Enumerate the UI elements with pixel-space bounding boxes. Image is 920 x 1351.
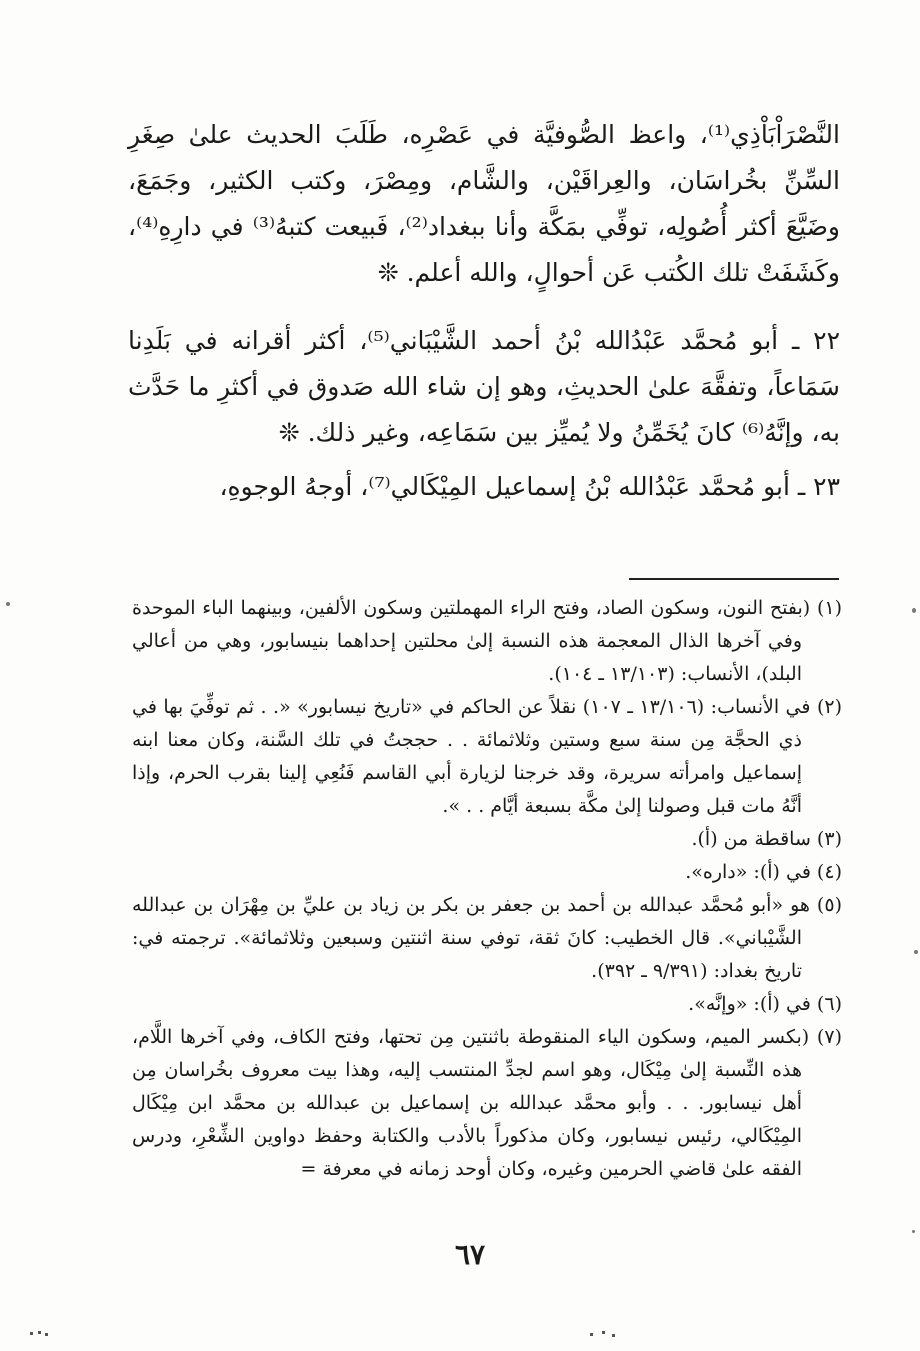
- page-number: ٦٧: [454, 1238, 486, 1271]
- scan-speck: [6, 602, 10, 606]
- scan-speck: [914, 950, 918, 954]
- paragraph-entry-21-end: النَّصْرَاْبَاْذِي⁽¹⁾، واعظ الصُّوفيَّة في عَصْرِه، طَلَبَ الحديث علىٰ صِغَرِ السِّنِّ بخُراسَان، والعِراقَيْن، والشَّام، ومِصْرَ، وكتب الكثير، وجَمَعَ، وضَيَّعَ أكثر أُصُولِه، توفِّي بمَكَّة وأنا ببغداد⁽²⁾، فَبيعت كتبهُ⁽³⁾ في دارِهِ⁽⁴⁾، وكَشَفَتْ تلك الكُتب عَن أحوالٍ، والله أعلم. ❊: [128, 120, 840, 287]
- scan-speck: [912, 1230, 915, 1233]
- footnote-6: (٦) في (أ): «وإنَّه».: [688, 993, 842, 1015]
- footnote-5: (٥) هو «أبو مُحمَّد عبدالله بن أحمد بن جعفر بن بكر بن زياد بن عليِّ بن مِهْرَان بن عبدالله الشَّيْباني». قال الخطيب: كانَ ثقة، توفي سنة اثنتين وسبعين وثلاثمائة». ترجمته في: تاريخ بغداد: (٩/٣٩١ ـ ٣٩٢).: [132, 894, 842, 982]
- paragraph-entry-22: ٢٢ ـ أبو مُحمَّد عَبْدُالله بْنُ أحمد الشَّيْبَاني⁽⁵⁾، أكثر أقرانه في بَلَدِنا سَمَاعاً، وتفقَّهَ علىٰ الحديثِ، وهو إن شاء الله صَدوق في أكثرِ ما حَدَّث به، وإنَّهُ⁽⁶⁾ كانَ يُخَمِّنُ ولا يُميِّز بين سَمَاعِه، وغير ذلك. ❊: [128, 326, 841, 447]
- paragraph-entry-23-start: ٢٣ ـ أبو مُحمَّد عَبْدُالله بْنُ إسماعيل المِيْكَالي⁽⁷⁾، أوجهُ الوجوهِ،: [219, 472, 840, 501]
- footnote-7: (٧) (بكسر الميم، وسكون الياء المنقوطة باثنتين مِن تحتها، وفتح الكاف، وفي آخرها اللَّام، هذه النِّسبة إلىٰ مِيْكَال، وهو اسم لجدِّ المنتسب إليه، وهذا بيت معروف بخُراسان مِن أهل نيسابور. . . وأبو محمَّد عبدالله بن إسماعيل بن عبدالله بن محمَّد ابن مِيْكَال المِيْكَالي، رئيس نيسابور، وكان مذكوراً بالأدب والكتابة وحفظ دواوين الشِّعْرِ، ودرس الفقه علىٰ قاضي الحرمين وغيره، وكان أوحد زمانه في معرفة =: [132, 1026, 842, 1180]
- main-text: [128, 112, 840, 510]
- footnote-3: (٣) ساقطة من (أ).: [691, 828, 842, 850]
- scan-speck: [612, 1334, 615, 1337]
- scan-speck: [38, 1331, 41, 1334]
- footnote-4: (٤) في (أ): «داره».: [685, 861, 842, 883]
- scan-speck: [45, 1333, 48, 1336]
- scan-speck: [30, 1332, 33, 1335]
- footnote-separator: [629, 578, 839, 580]
- scan-speck: [590, 1333, 593, 1336]
- scan-speck: [602, 1331, 605, 1334]
- footnote-2: (٢) في الأنساب: (١٣/١٠٦ ـ ١٠٧) نقلاً عن الحاكم في «تاريخ نيسابور» «. . ثم توفِّيَ بها في ذي الحجَّة مِن سنة سبع وستين وثلاثمائة . . حججتُ في تلك السَّنة، وكان معنا ابنه إسماعيل وامرأته سريرة، وقد خرجنا لزيارة أبي القاسم فَنُعِي إلينا بقرب الحرم، وإذا أنَّهُ مات قبل وصولنا إلىٰ مكَّة بسبعة أيَّام . . ».: [132, 696, 842, 817]
- footnotes: [132, 592, 842, 1186]
- scan-speck: [912, 608, 916, 613]
- footnote-1: (١) (بفتح النون، وسكون الصاد، وفتح الراء المهملتين وسكون الألفين، وبينهما الباء الموحدة وفي آخرها الذال المعجمة هذه النسبة إلىٰ محلتين إحداهما بنيسابور، وهي من أعالي البلد)، الأنساب: (١٣/١٠٣ ـ ١٠٤).: [132, 597, 842, 685]
